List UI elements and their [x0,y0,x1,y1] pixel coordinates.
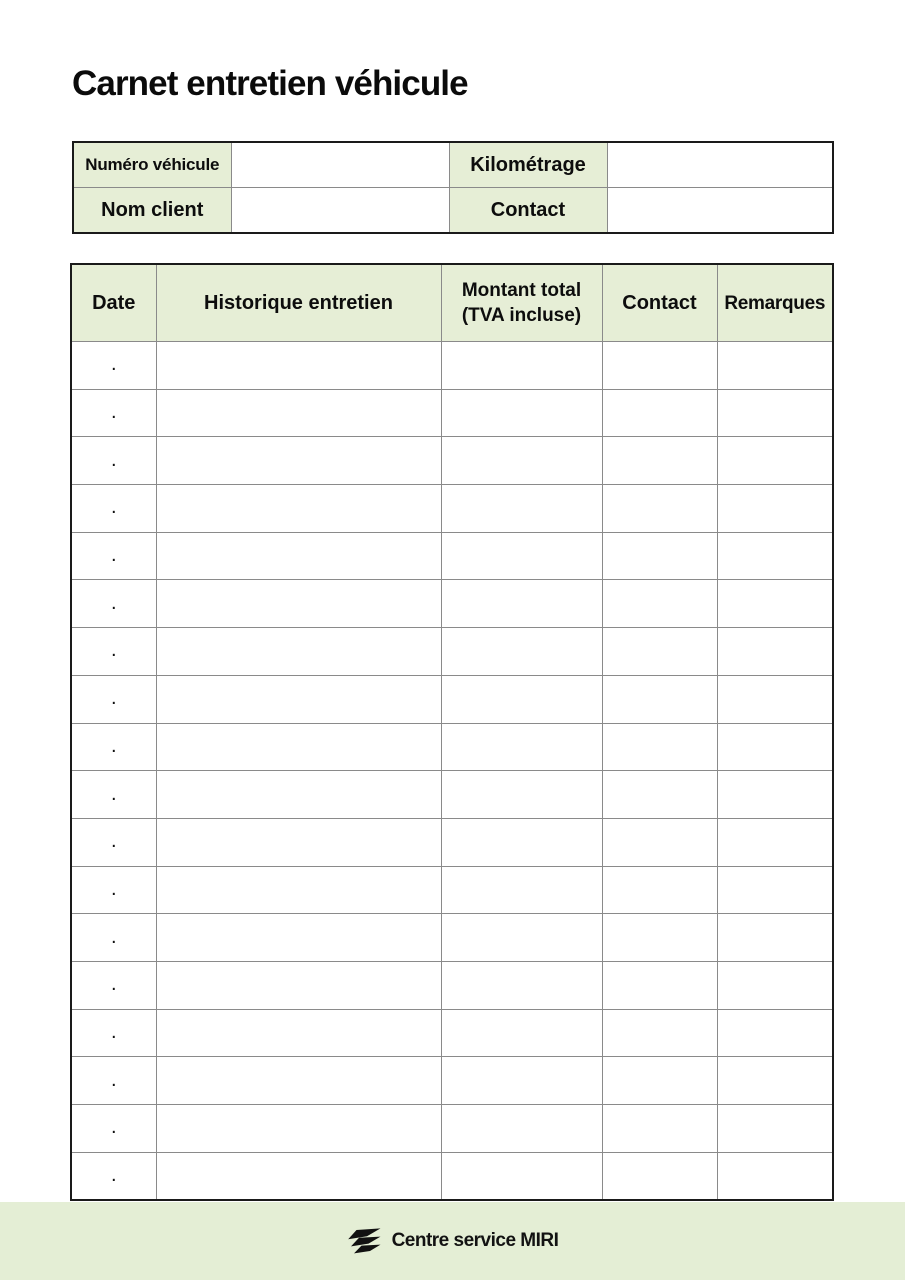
cell-contact[interactable] [602,342,717,390]
column-header-contact: Contact [602,264,717,342]
cell-historique[interactable] [156,1057,441,1105]
cell-montant[interactable] [441,1009,602,1057]
table-row [71,485,833,533]
cell-montant[interactable] [441,771,602,819]
cell-montant[interactable] [441,1152,602,1200]
cell-date[interactable]: . [71,437,156,485]
cell-date[interactable]: . [71,914,156,962]
page-footer [0,1202,905,1280]
cell-historique[interactable] [156,628,441,676]
cell-remarques[interactable] [717,1105,833,1153]
cell-remarques[interactable] [717,628,833,676]
cell-date[interactable]: . [71,389,156,437]
table-row [71,1057,833,1105]
cell-contact[interactable] [602,961,717,1009]
cell-historique[interactable] [156,771,441,819]
cell-contact[interactable] [602,1152,717,1200]
cell-contact[interactable] [602,485,717,533]
cell-remarques[interactable] [717,771,833,819]
cell-historique[interactable] [156,723,441,771]
table-row [71,914,833,962]
cell-remarques[interactable] [717,580,833,628]
page-title: Carnet entretien véhicule [72,64,468,103]
field-numero-vehicule[interactable] [231,142,449,188]
table-row [71,961,833,1009]
table-row [71,771,833,819]
cell-remarques[interactable] [717,1152,833,1200]
cell-montant[interactable] [441,723,602,771]
cell-remarques[interactable] [717,389,833,437]
cell-contact[interactable] [602,675,717,723]
cell-date[interactable]: . [71,866,156,914]
cell-contact[interactable] [602,1105,717,1153]
table-row [71,342,833,390]
cell-remarques[interactable] [717,961,833,1009]
cell-contact[interactable] [602,580,717,628]
maintenance-log-table [70,263,834,1201]
cell-date[interactable]: . [71,771,156,819]
cell-date[interactable]: . [71,675,156,723]
table-row [71,532,833,580]
cell-montant[interactable] [441,389,602,437]
footer-brand-name: Centre service MIRI [391,1230,559,1251]
cell-contact[interactable] [602,914,717,962]
info-row-vehicle [73,142,833,188]
cell-date[interactable]: . [71,1057,156,1105]
cell-date[interactable]: . [71,485,156,533]
column-header-montant [441,264,602,342]
cell-contact[interactable] [602,818,717,866]
cell-remarques[interactable] [717,1009,833,1057]
cell-historique[interactable] [156,818,441,866]
cell-historique[interactable] [156,1152,441,1200]
column-header-montant-line2: (TVA incluse) [461,305,582,326]
cell-contact[interactable] [602,628,717,676]
table-row [71,723,833,771]
cell-historique[interactable] [156,580,441,628]
cell-montant[interactable] [441,866,602,914]
cell-contact[interactable] [602,389,717,437]
cell-montant[interactable] [441,485,602,533]
cell-contact[interactable] [602,437,717,485]
field-nom-client[interactable] [231,188,449,234]
cell-remarques[interactable] [717,866,833,914]
table-row [71,1152,833,1200]
cell-montant[interactable] [441,1105,602,1153]
cell-historique[interactable] [156,437,441,485]
cell-date[interactable]: . [71,961,156,1009]
cell-historique[interactable] [156,914,441,962]
cell-contact[interactable] [602,866,717,914]
cell-date[interactable]: . [71,1105,156,1153]
cell-montant[interactable] [441,437,602,485]
cell-historique[interactable] [156,675,441,723]
cell-remarques[interactable] [717,342,833,390]
cell-remarques[interactable] [717,818,833,866]
cell-remarques[interactable] [717,914,833,962]
info-row-client [73,188,833,234]
cell-historique[interactable] [156,485,441,533]
cell-historique[interactable] [156,389,441,437]
cell-montant[interactable] [441,580,602,628]
cell-date[interactable]: . [71,532,156,580]
cell-montant[interactable] [441,1057,602,1105]
column-header-date: Date [71,264,156,342]
cell-historique[interactable] [156,1009,441,1057]
column-header-montant-line1: Montant total [461,280,582,301]
cell-contact[interactable] [602,723,717,771]
cell-contact[interactable] [602,1009,717,1057]
cell-montant[interactable] [441,961,602,1009]
cell-date[interactable]: . [71,580,156,628]
table-row [71,1009,833,1057]
log-header-row [71,264,833,342]
cell-historique[interactable] [156,532,441,580]
cell-contact[interactable] [602,1057,717,1105]
cell-date[interactable]: . [71,1009,156,1057]
cell-remarques[interactable] [717,437,833,485]
cell-historique[interactable] [156,866,441,914]
cell-remarques[interactable] [717,723,833,771]
cell-contact[interactable] [602,532,717,580]
cell-montant[interactable] [441,914,602,962]
cell-montant[interactable] [441,628,602,676]
table-row [71,389,833,437]
column-header-remarques: Remarques [717,264,833,342]
cell-montant[interactable] [441,675,602,723]
table-row [71,818,833,866]
cell-historique[interactable] [156,961,441,1009]
vehicle-info-table [72,141,834,234]
label-kilometrage: Kilométrage [449,142,607,188]
table-row [71,437,833,485]
label-nom-client: Nom client [73,188,231,234]
table-row [71,628,833,676]
table-row [71,1105,833,1153]
speed-stripes-logo-icon [347,1227,383,1255]
cell-remarques[interactable] [717,1057,833,1105]
table-row [71,866,833,914]
field-kilometrage[interactable] [607,142,833,188]
cell-montant[interactable] [441,532,602,580]
column-header-historique: Historique entretien [156,264,441,342]
cell-montant[interactable] [441,342,602,390]
table-row [71,580,833,628]
footer-brand-block [0,1202,905,1280]
cell-remarques[interactable] [717,485,833,533]
cell-remarques[interactable] [717,675,833,723]
field-contact[interactable] [607,188,833,234]
log-table-body [71,342,833,1201]
cell-date[interactable]: . [71,628,156,676]
cell-date[interactable]: . [71,342,156,390]
label-numero-vehicule: Numéro véhicule [73,142,231,188]
cell-montant[interactable] [441,818,602,866]
cell-date[interactable]: . [71,723,156,771]
cell-contact[interactable] [602,771,717,819]
cell-date[interactable]: . [71,1152,156,1200]
cell-remarques[interactable] [717,532,833,580]
table-row [71,675,833,723]
label-contact: Contact [449,188,607,234]
cell-historique[interactable] [156,342,441,390]
cell-historique[interactable] [156,1105,441,1153]
cell-date[interactable]: . [71,818,156,866]
